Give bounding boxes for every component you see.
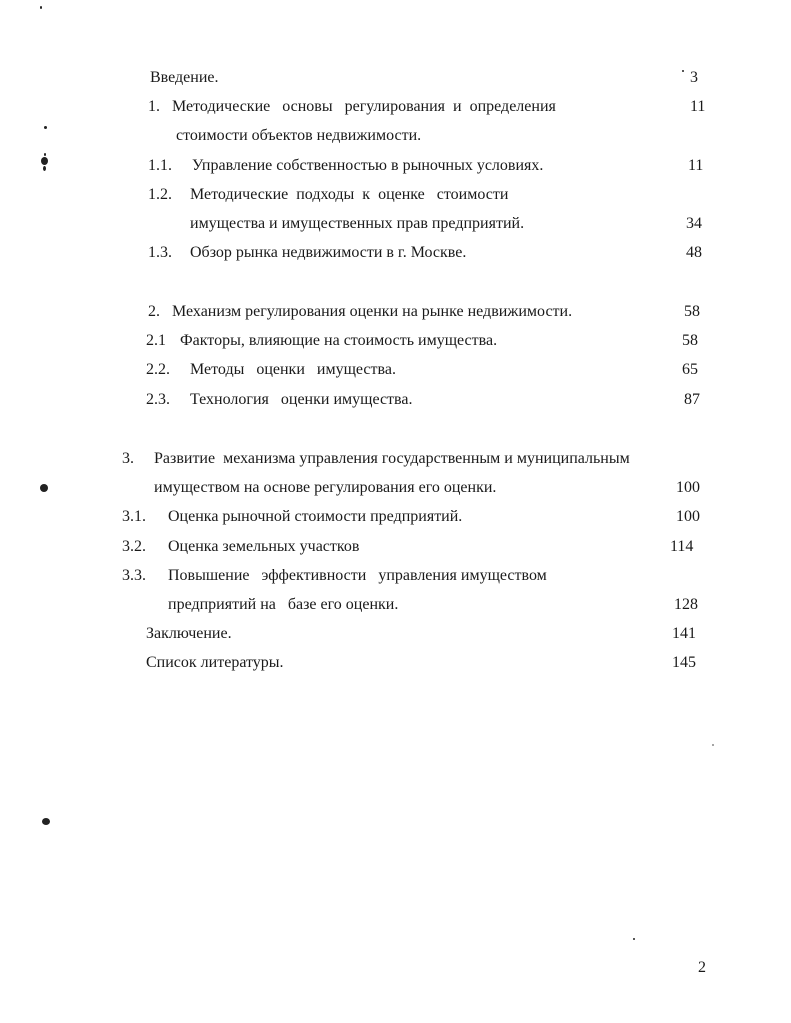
toc-s2-3-page: 87 (684, 391, 700, 408)
toc-s1-2-label-line2: имущества и имущественных прав предприятий. (190, 215, 525, 232)
toc-references-label: Список литературы. (146, 654, 284, 671)
scan-speck (712, 744, 714, 746)
toc-s2-2-label: Методы оценки имущества. (190, 361, 396, 378)
toc-s2-3-number: 2.3. (146, 391, 170, 408)
toc-s1-2-page: 34 (686, 215, 702, 232)
scan-speck (44, 153, 46, 156)
scan-speck (44, 126, 47, 129)
punch-mark (42, 818, 50, 825)
toc-s1-2-number: 1.2. (148, 186, 172, 203)
toc-s3-2-page: 114 (670, 538, 694, 555)
toc-s1-1-label: Управление собственностью в рыночных условиях. (192, 157, 544, 174)
toc-ch2-page: 58 (684, 303, 700, 320)
toc-ch3-number: 3. (122, 450, 134, 467)
toc-s3-2-number: 3.2. (122, 538, 146, 555)
toc-ch2-label: Механизм регулирования оценки на рынке недвижимости. (172, 303, 573, 320)
toc-s1-3-label: Обзор рынка недвижимости в г. Москве. (190, 244, 467, 261)
toc-ch1-label-line1: Методические основы регулирования и определения (172, 98, 556, 115)
toc-ch3-label-line1: Развитие механизма управления государственным и муниципальным (154, 450, 630, 467)
toc-s3-3-number: 3.3. (122, 567, 146, 584)
toc-s3-1-number: 3.1. (122, 508, 146, 525)
toc-conclusion-page: 141 (672, 625, 696, 642)
toc-s3-1-page: 100 (676, 508, 700, 525)
toc-s2-1-page: 58 (682, 332, 698, 349)
toc-intro-label: Введение. (150, 69, 219, 86)
toc-ch3-page: 100 (676, 479, 700, 496)
toc-s1-2-label-line1: Методические подходы к оценке стоимости (190, 186, 509, 203)
toc-s1-1-page: 11 (688, 157, 704, 174)
toc-s2-1-number: 2.1 (146, 332, 166, 349)
toc-ch1-page: 11 (690, 98, 706, 115)
toc-s2-2-page: 65 (682, 361, 698, 378)
toc-s3-3-label-line2: предприятий на базе его оценки. (168, 596, 399, 613)
scan-speck (682, 70, 684, 72)
footer-page-number: 2 (698, 959, 706, 976)
toc-s3-1-label: Оценка рыночной стоимости предприятий. (168, 508, 463, 525)
scan-speck (40, 6, 42, 9)
punch-mark (40, 484, 48, 492)
toc-s1-3-page: 48 (686, 244, 702, 261)
toc-ch1-label-line2: стоимости объектов недвижимости. (176, 127, 422, 144)
toc-s3-2-label: Оценка земельных участков (168, 538, 360, 555)
toc-conclusion-label: Заключение. (146, 625, 232, 642)
toc-s2-3-label: Технология оценки имущества. (190, 391, 413, 408)
toc-s3-3-label-line1: Повышение эффективности управления имуществом (168, 567, 547, 584)
toc-intro-page: 3 (690, 69, 698, 86)
toc-s2-1-label: Факторы, влияющие на стоимость имущества. (180, 332, 498, 349)
scan-speck (633, 938, 635, 940)
toc-s1-1-number: 1.1. (148, 157, 172, 174)
toc-ch1-number: 1. (148, 98, 160, 115)
toc-s2-2-number: 2.2. (146, 361, 170, 378)
scan-speck (43, 166, 46, 171)
toc-ch3-label-line2: имуществом на основе регулирования его оценки. (154, 479, 497, 496)
toc-ch2-number: 2. (148, 303, 160, 320)
punch-mark (41, 157, 48, 165)
toc-references-page: 145 (672, 654, 696, 671)
toc-s1-3-number: 1.3. (148, 244, 172, 261)
toc-s3-3-page: 128 (674, 596, 698, 613)
